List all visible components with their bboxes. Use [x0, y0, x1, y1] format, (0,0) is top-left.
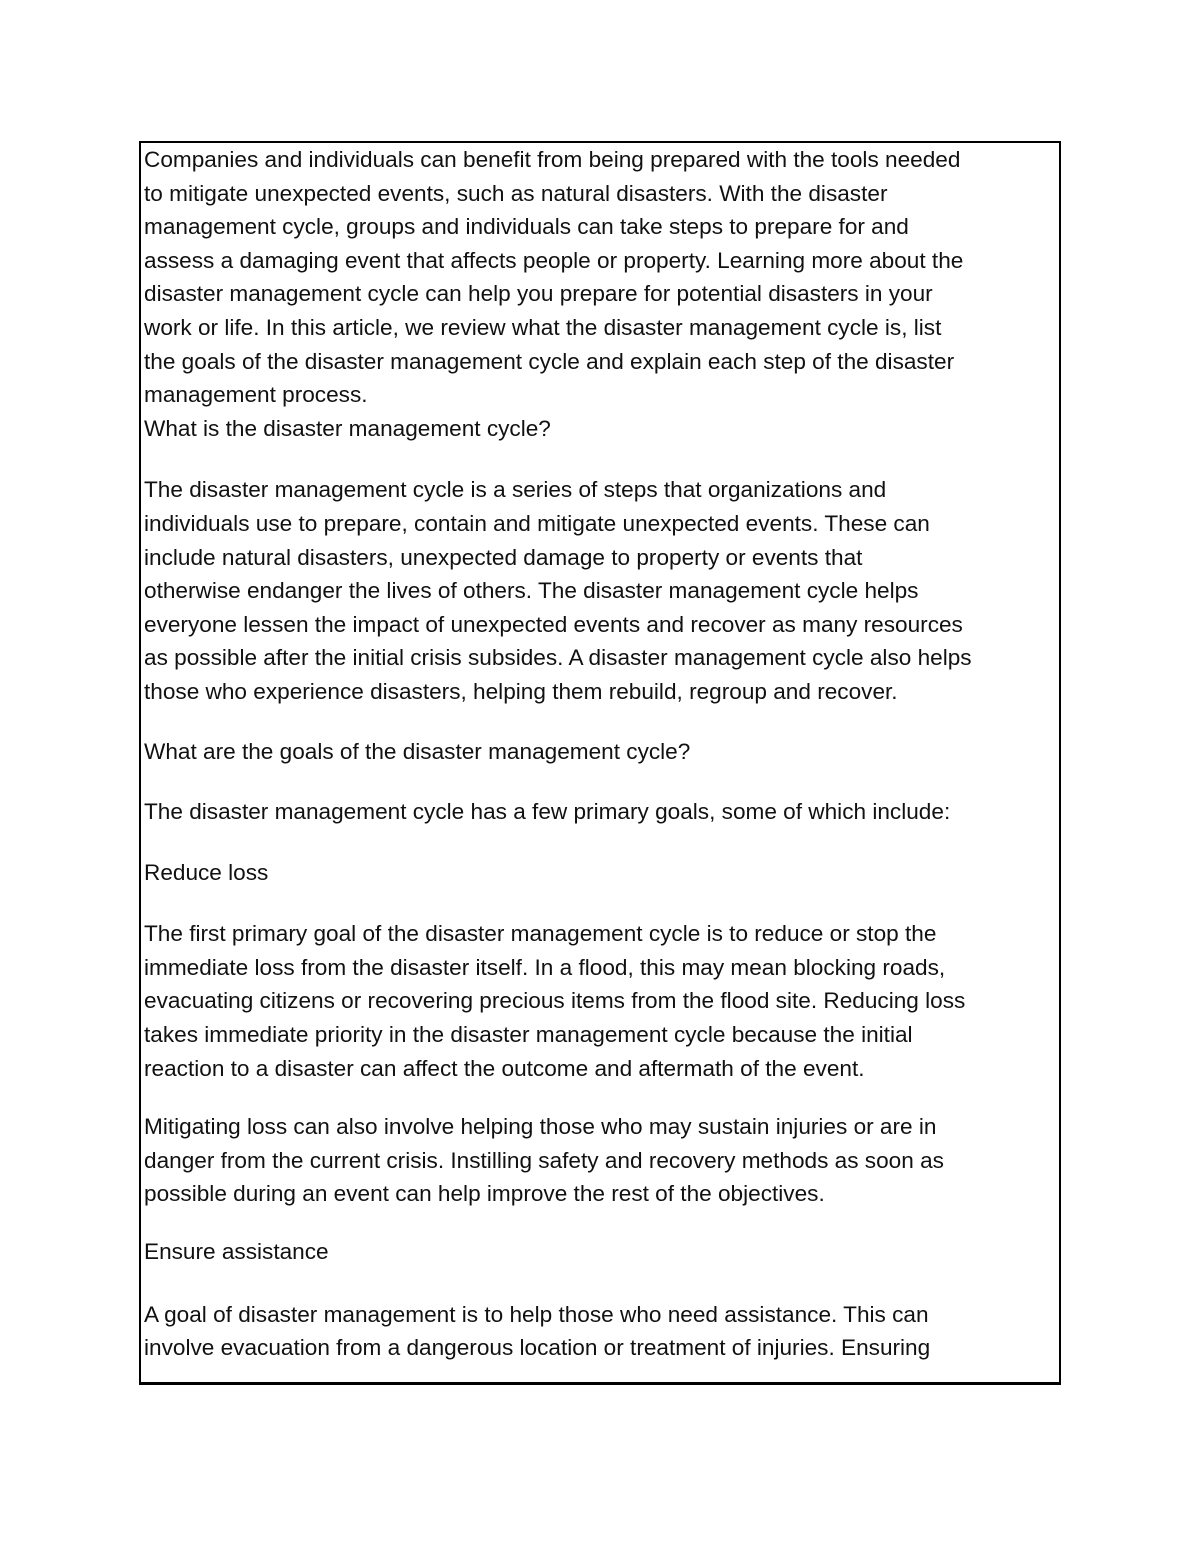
- text-line: everyone lessen the impact of unexpected events and recover as many resources: [144, 611, 963, 637]
- subheading: [144, 1235, 1061, 1269]
- text-line: those who experience disasters, helping them rebuild, regroup and recover.: [144, 678, 898, 704]
- mitigating-loss-paragraph: [144, 1110, 1061, 1211]
- text-line: The first primary goal of the disaster management cycle is to reduce or stop the: [144, 921, 937, 947]
- question-heading: [144, 735, 1061, 769]
- text-line: takes immediate priority in the disaster management cycle because the initial: [144, 1022, 913, 1048]
- definition-paragraph: [144, 473, 1061, 708]
- text-line: What is the disaster management cycle?: [144, 415, 551, 441]
- question-heading: [144, 412, 1061, 446]
- document-content: [144, 143, 1061, 1365]
- text-line: as possible after the initial crisis subsides. A disaster management cycle also helps: [144, 645, 972, 671]
- text-line: Mitigating loss can also involve helping those who may sustain injuries or are in: [144, 1114, 937, 1140]
- text-line: The disaster management cycle is a series of steps that organizations and: [144, 477, 887, 503]
- document-frame: [139, 141, 1061, 1385]
- text-line: possible during an event can help improve the rest of the objectives.: [144, 1181, 825, 1207]
- text-line: Ensure assistance: [144, 1239, 329, 1265]
- ensure-assistance-paragraph: [144, 1298, 1061, 1365]
- goals-intro-paragraph: [144, 795, 1061, 829]
- text-line: A goal of disaster management is to help those who need assistance. This can: [144, 1301, 929, 1327]
- text-line: management process.: [144, 382, 368, 408]
- text-line: the goals of the disaster management cycle and explain each step of the disaster: [144, 348, 955, 374]
- text-line: to mitigate unexpected events, such as natural disasters. With the disaster: [144, 180, 888, 206]
- text-line: evacuating citizens or recovering precious items from the flood site. Reducing loss: [144, 988, 966, 1014]
- reduce-loss-paragraph: [144, 917, 1061, 1085]
- text-line: involve evacuation from a dangerous location or treatment of injuries. Ensuring: [144, 1335, 931, 1361]
- text-line: reaction to a disaster can affect the outcome and aftermath of the event.: [144, 1055, 865, 1081]
- text-line: work or life. In this article, we review what the disaster management cycle is, list: [144, 314, 942, 340]
- text-line: immediate loss from the disaster itself. In a flood, this may mean blocking roads,: [144, 954, 946, 980]
- text-line: include natural disasters, unexpected damage to property or events that: [144, 544, 863, 570]
- text-line: Reduce loss: [144, 859, 269, 885]
- intro-paragraph: [144, 143, 1061, 412]
- text-line: otherwise endanger the lives of others. The disaster management cycle helps: [144, 578, 919, 604]
- subheading: [144, 856, 1061, 890]
- text-line: danger from the current crisis. Instilling safety and recovery methods as soon as: [144, 1147, 944, 1173]
- text-line: What are the goals of the disaster management cycle?: [144, 738, 691, 764]
- text-line: management cycle, groups and individuals can take steps to prepare for and: [144, 214, 909, 240]
- text-line: assess a damaging event that affects people or property. Learning more about the: [144, 247, 964, 273]
- text-line: The disaster management cycle has a few primary goals, some of which include:: [144, 799, 951, 825]
- text-line: individuals use to prepare, contain and mitigate unexpected events. These can: [144, 510, 930, 536]
- text-line: disaster management cycle can help you prepare for potential disasters in your: [144, 281, 933, 307]
- text-line: Companies and individuals can benefit from being prepared with the tools needed: [144, 147, 961, 172]
